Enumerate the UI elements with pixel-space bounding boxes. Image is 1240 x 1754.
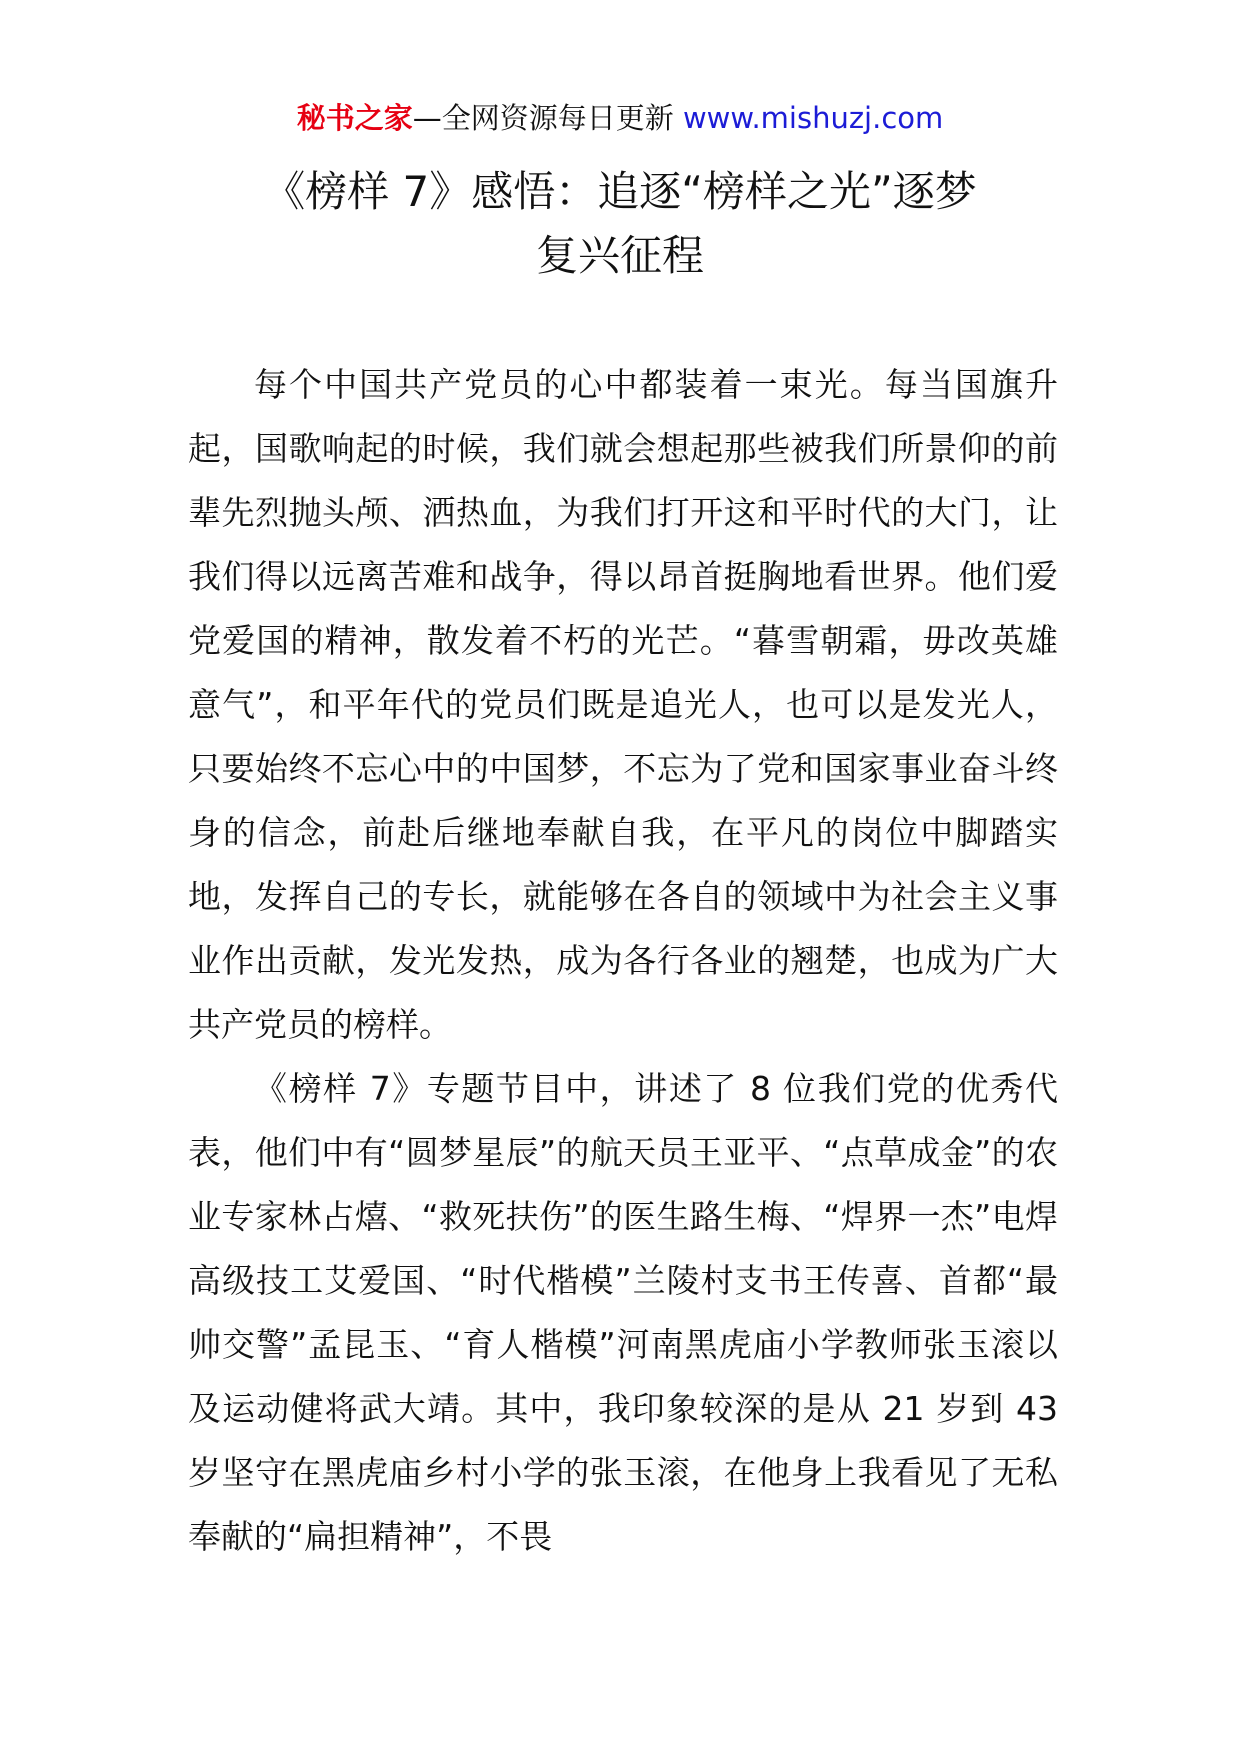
paragraph-1: 每个中国共产党员的心中都装着一束光。每当国旗升起，国歌响起的时候，我们就会想起那些被我们所景仰的前辈先烈抛头颅、洒热血，为我们打开这和平时代的大门，让我们得以远离苦难和战争，得以昂首挺胸地看世界。他们爱党爱国的精神，散发着不朽的光芒。“暮雪朝霜，毋改英雄意气”，和平年代的党员们既是追光人，也可以是发光人，只要始终不忘心中的中国梦，不忘为了党和国家事业奋斗终身的信念，前赴后继地奉献自我，在平凡的岗位中脚踏实地，发挥自己的专长，就能够在各自的领域中为社会主义事业作出贡献，发光发热，成为各行各业的翘楚，也成为广大共产党员的榜样。 bbox=[188, 365, 1058, 1044]
site-header bbox=[0, 98, 1240, 138]
header-tagline: —全网资源每日更新 bbox=[412, 101, 674, 135]
brand-name: 秘书之家 bbox=[296, 101, 413, 135]
title-line-1: 《榜样 7》感悟：追逐“榜样之光”逐梦 bbox=[263, 167, 977, 216]
site-url-link[interactable]: www.mishuzj.com bbox=[682, 101, 944, 135]
document-body bbox=[188, 353, 1058, 1569]
document-title bbox=[140, 160, 1100, 288]
paragraph-2: 《榜样 7》专题节目中，讲述了 8 位我们党的优秀代表，他们中有“圆梦星辰”的航天员王亚平、“点草成金”的农业专家林占熺、“救死扶伤”的医生路生梅、“焊界一杰”电焊高级技工艾爱国、“时代楷模”兰陵村支书王传喜、首都“最帅交警”孟昆玉、“育人楷模”河南黑虎庙小学教师张玉滚以及运动健将武大靖。其中，我印象较深的是从 21 岁到 43 岁坚守在黑虎庙乡村小学的张玉滚，在他身上我看见了无私奉献的“扁担精神”，不畏 bbox=[188, 1069, 1058, 1556]
title-line-2: 复兴征程 bbox=[535, 231, 704, 280]
